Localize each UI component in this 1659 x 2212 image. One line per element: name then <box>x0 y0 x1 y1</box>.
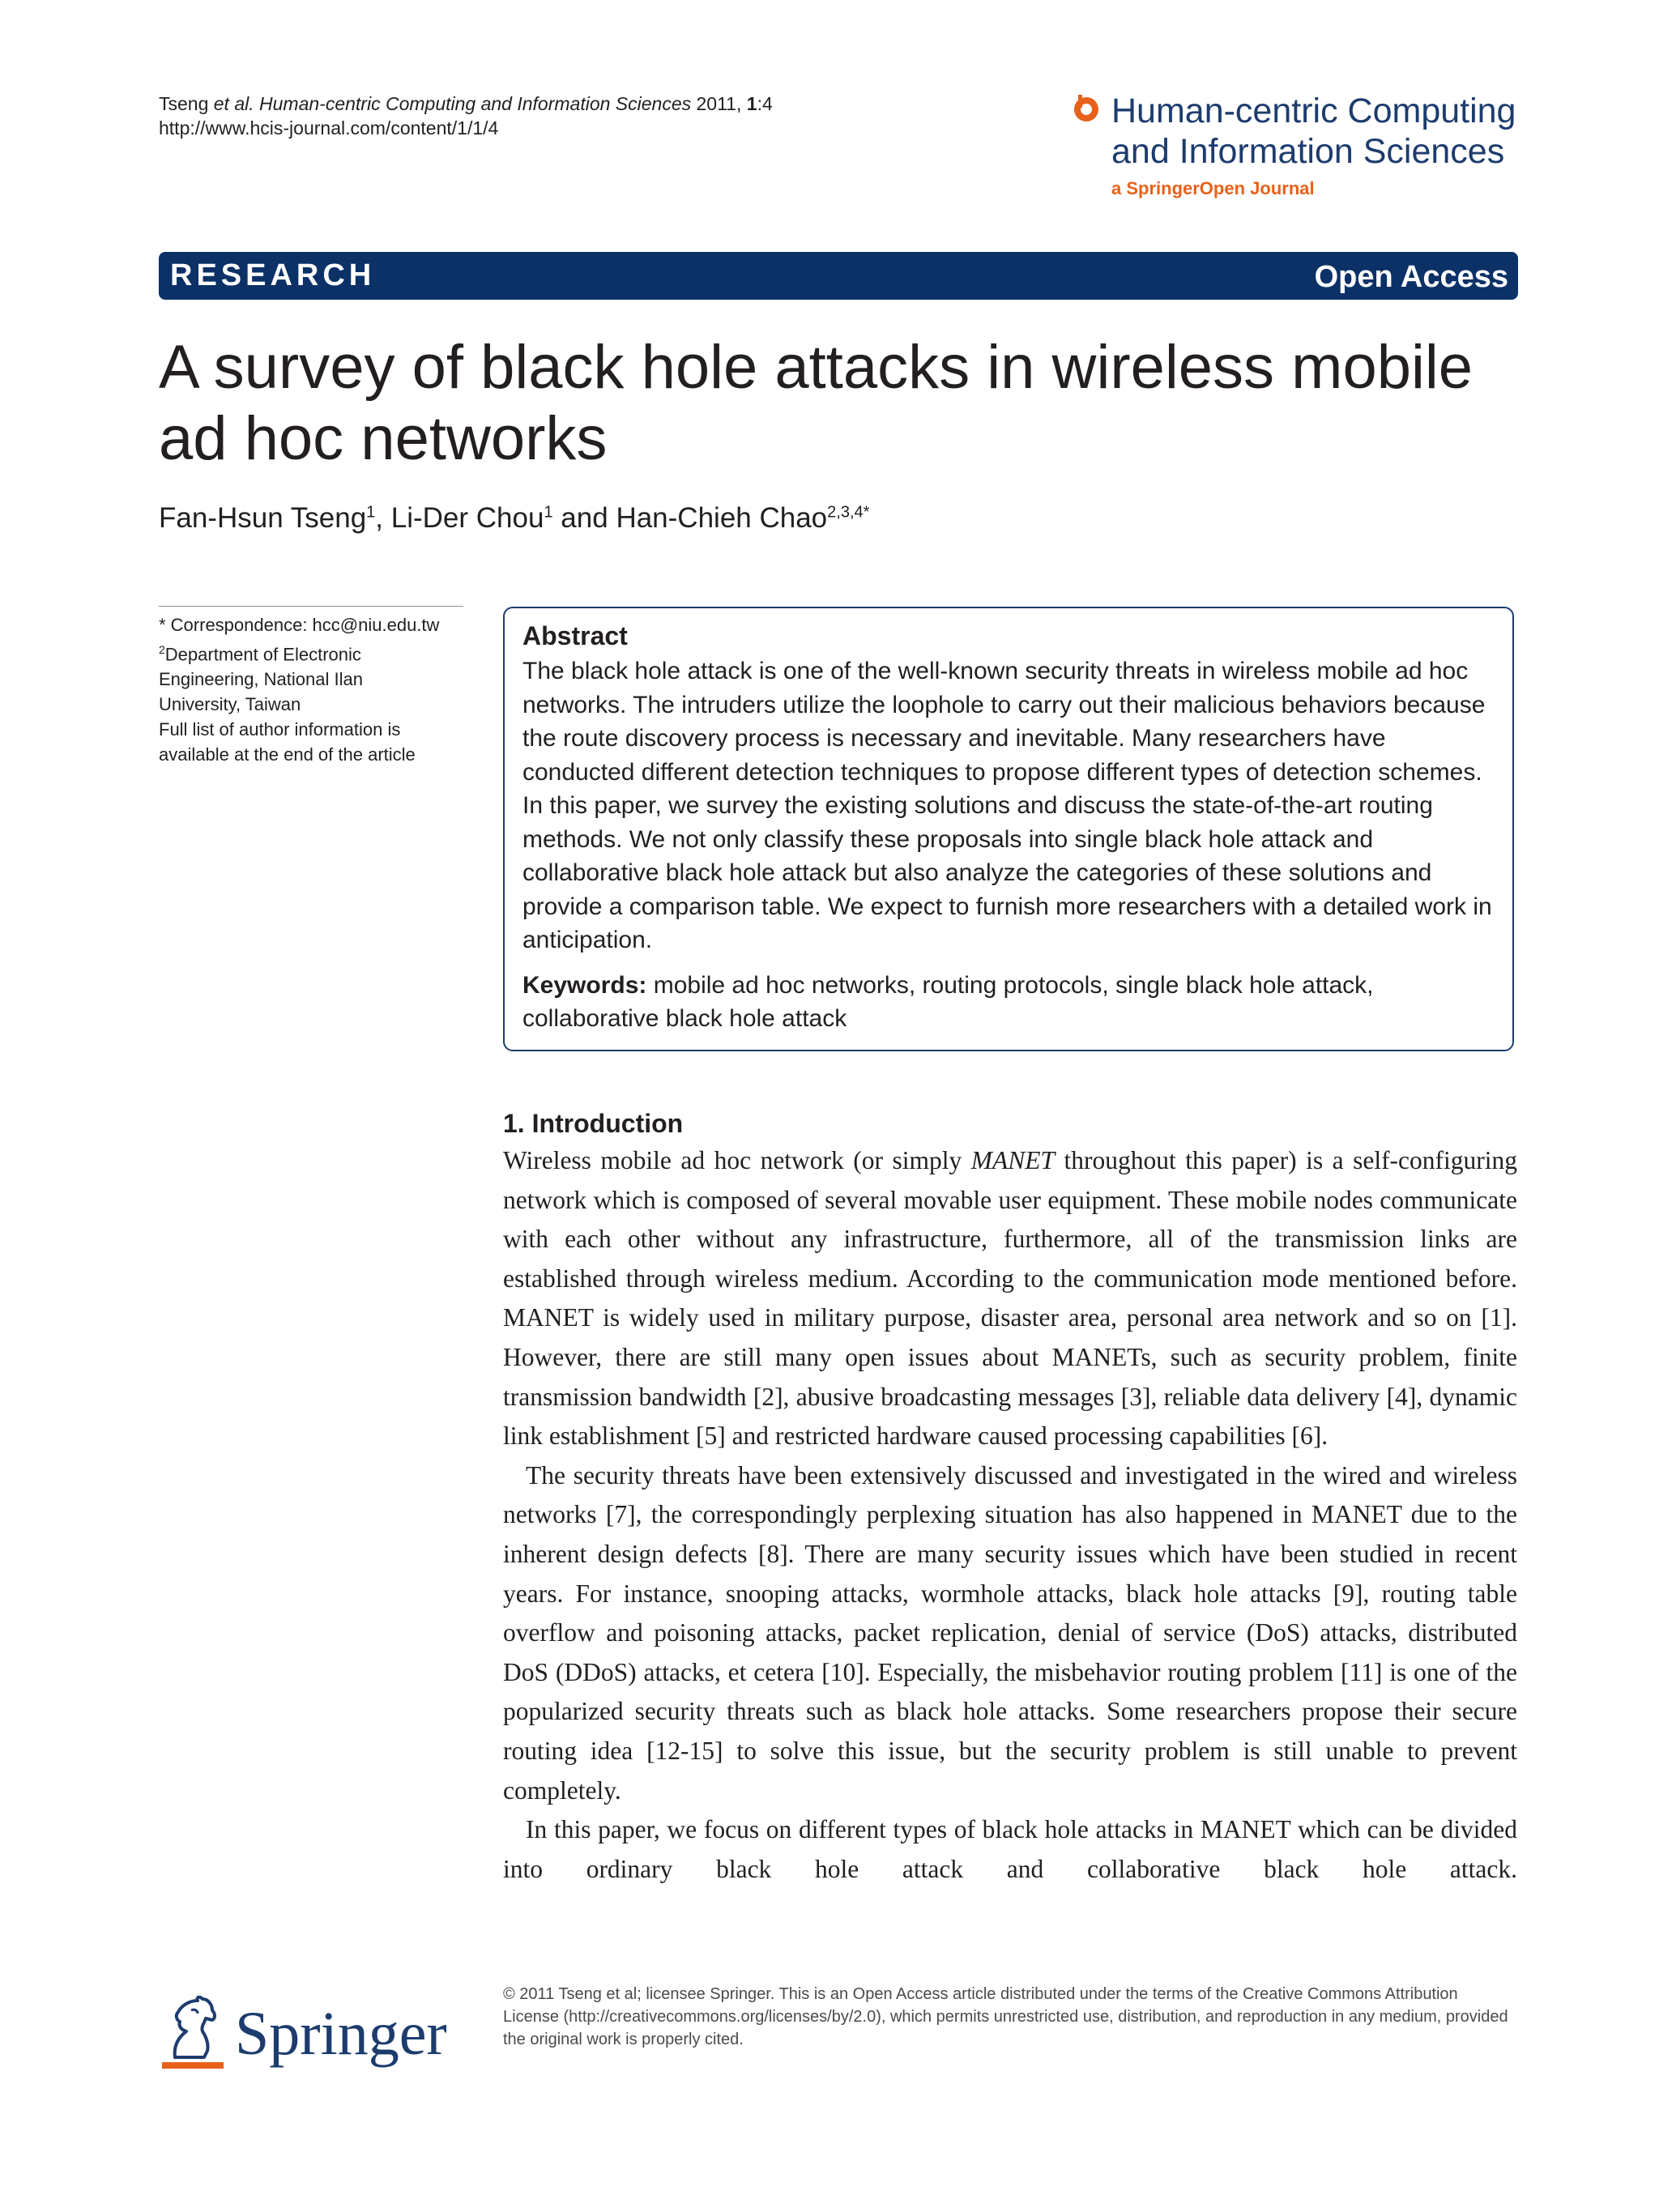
abstract-box <box>503 607 1514 1051</box>
springeropen-logo-icon <box>1074 97 1098 121</box>
author-list <box>159 502 869 535</box>
emphasis-text: MANET <box>970 1146 1055 1174</box>
article-type-label: RESEARCH <box>170 258 376 292</box>
cite-year: 2011, <box>691 93 747 114</box>
abstract-body: The black hole attack is one of the well-known security threats in wireless mobile ad hoc networks. The intruders utilize the loophole to carry out their malicious behaviors because the route discovery process is necessary and inevitable. Many researchers have conducted different detection techniques to propose different types of detection schemes. In this paper, we survey the existing solutions and discuss the state-of-the-art routing methods. We not only classify these proposals into single black hole attack and collaborative black hole attack but also analyze the categories of these solutions and provide a comparison table. We expect to furnish more researchers with a detailed work in anticipation. <box>522 658 1492 953</box>
journal-name-line2: and Information Sciences <box>1111 132 1505 171</box>
cite-journal: . Human-centric Computing and Information Sciences <box>249 93 692 114</box>
paragraph-text: Wireless mobile ad hoc network (or simply <box>503 1146 971 1174</box>
paper-title <box>159 332 1536 475</box>
cite-etal: et al <box>213 93 249 114</box>
affiliation-text: Department of Electronic <box>164 644 361 665</box>
open-access-label: Open Access <box>1314 260 1508 294</box>
author-separator: , <box>375 502 391 534</box>
affiliation-text: University, Taiwan <box>159 694 301 715</box>
keywords-list: mobile ad hoc networks, routing protocols, single black hole attack, collaborative black hole attack <box>522 971 1374 1032</box>
keywords <box>522 969 1498 1035</box>
introduction-text <box>503 1141 1517 1889</box>
affiliation-line <box>159 637 475 667</box>
affiliation-text: Engineering, National Ilan <box>159 669 363 690</box>
paragraph-text: throughout this paper) is a self-configuring network which is composed of several movable user equipment. These mobile nodes communicate with each other without any infrastructure, furthermore, all of the transmission links are established through wireless medium. According to the communication mode mentioned before. MANET is widely used in military purpose, disaster area, personal area network and so on [1]. However, there are still many open issues about MANETs, such as security problem, finite transmission bandwidth [2], abusive broadcasting messages [3], reliable data delivery [4], dynamic link establishment [5] and restricted hardware caused processing capabilities [6]. <box>503 1146 1518 1451</box>
correspondence-email: * Correspondence: hcc@niu.edu.tw <box>159 615 440 635</box>
logo-underline <box>162 2062 224 2069</box>
title-line1: A survey of black hole attacks in wireless mobile <box>159 333 1473 402</box>
correspondence-sidebar <box>159 612 475 767</box>
publisher-name: Springer <box>235 2000 447 2068</box>
affiliation-number: 2 <box>159 643 165 656</box>
research-banner <box>159 252 1518 300</box>
author-name: Fan-Hsun Tseng <box>159 502 367 534</box>
author-info-note: available at the end of the article <box>159 744 416 765</box>
author-affiliation: 1 <box>544 503 553 522</box>
cite-volume: 1 <box>746 93 757 114</box>
springer-horse-icon <box>159 1994 227 2064</box>
section-heading: 1. Introduction <box>503 1109 684 1138</box>
title-line2: ad hoc networks <box>159 404 608 473</box>
author-name: Li-Der Chou <box>390 502 544 534</box>
article-url[interactable]: http://www.hcis-journal.com/content/1/1/4 <box>159 117 499 139</box>
cite-issue: :4 <box>757 93 773 114</box>
paragraph: In this paper, we focus on different types of black hole attacks in MANET which can be divided into ordinary black hole attack and collaborative black hole attack. <box>503 1815 1517 1883</box>
keywords-label: Keywords: <box>522 971 647 999</box>
journal-name-line1: Human-centric Computing <box>1111 92 1516 130</box>
author-affiliation: 1 <box>366 503 376 522</box>
journal-subtitle: a SpringerOpen Journal <box>1111 178 1315 198</box>
journal-name <box>1111 91 1565 172</box>
author-affiliation: 2,3,4* <box>827 503 870 522</box>
paragraph: The security threats have been extensively discussed and investigated in the wired and wireless networks [7], the correspondingly perplexing situation has also happened in MANET due to the inherent design defects [8]. There are many security issues which have been studied in recent years. For instance, snooping attacks, wormhole attacks, black hole attacks [9], routing table overflow and poisoning attacks, packet replication, denial of service (DoS) attacks, distributed DoS (DDoS) attacks, et cetera [10]. Especially, the misbehavior routing problem [11] is one of the popularized security threats such as black hole attacks. Some researchers propose their secure routing idea [12-15] to solve this issue, but the security problem is still unable to prevent completely. <box>503 1460 1517 1805</box>
citation-line <box>159 92 773 116</box>
sidebar-divider <box>159 606 463 607</box>
citation-header <box>159 92 773 140</box>
author-name: Han-Chieh Chao <box>616 502 828 534</box>
license-text: © 2011 Tseng et al; licensee Springer. This is an Open Access article distributed under the terms of the Creative Commons Attribution License (http://creativecommons.org/licenses/by/2.0), which permits unrestricted use, distribution, and reproduction in any medium, provided the original work is properly cited. <box>503 1985 1508 2048</box>
paragraph <box>503 1141 1517 1456</box>
author-info-note: Full list of author information is <box>159 719 401 740</box>
abstract-heading: Abstract <box>522 621 628 650</box>
cite-author: Tseng <box>159 93 214 114</box>
author-separator: and <box>552 502 616 534</box>
